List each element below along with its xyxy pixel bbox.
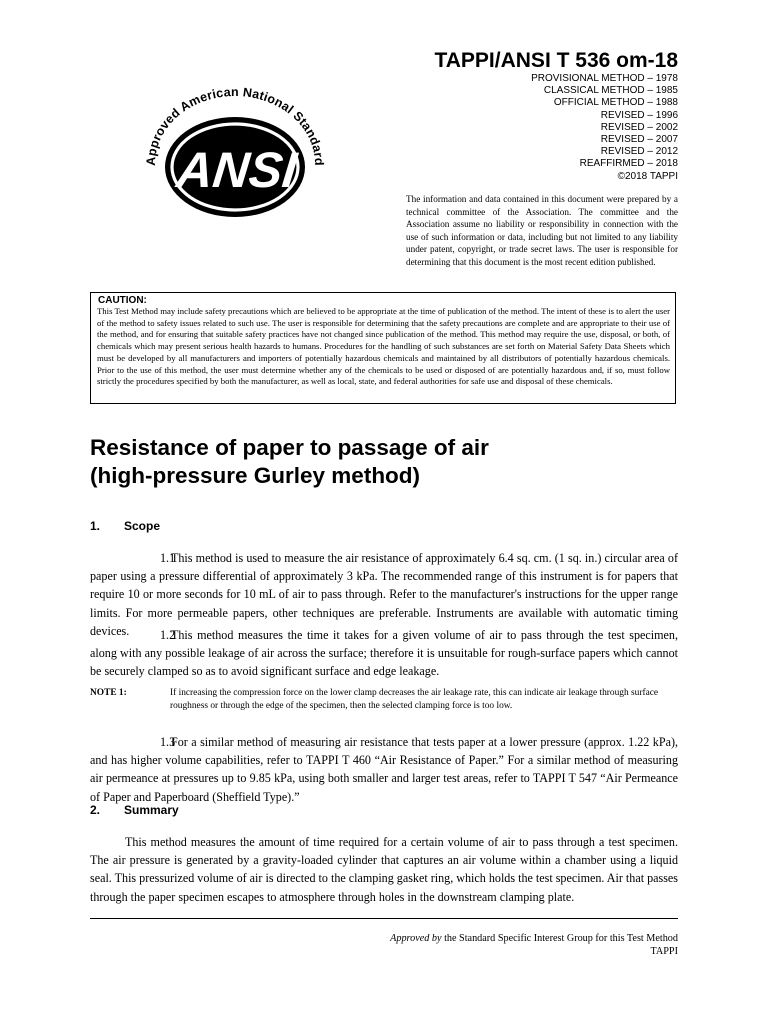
section-number: 2. — [90, 803, 101, 817]
footer-divider — [90, 918, 678, 919]
approval-text: the Standard Specific Interest Group for this Test Method — [444, 933, 678, 944]
caution-title: CAUTION: — [98, 295, 147, 306]
footer-org: TAPPI — [650, 946, 678, 957]
section-heading-summary — [90, 803, 179, 817]
paragraph-text: For a similar method of measuring air resistance that tests paper at a lower pressure (approx. 1.22 kPa), and has higher volume capabilities, refer to TAPPI T 460 “Air Resistance of Paper.” For a similar method of measuring air permeance at pressures up to 9.85 kPa, using both smaller and larger test areas, refer to TAPPI T 547 “Air Permeance of Paper and Paperboard (Sheffield Type).” — [90, 735, 678, 804]
section-title: Scope — [124, 519, 161, 533]
history-item: REVISED – 1996 — [600, 109, 678, 121]
footer — [300, 932, 678, 958]
logo-arc-text: Approved American National Standard — [143, 84, 327, 167]
history-item: PROVISIONAL METHOD – 1978 — [531, 73, 678, 84]
copyright: ©2018 TAPPI — [617, 170, 678, 182]
history-item: REAFFIRMED – 2018 — [579, 158, 678, 170]
caution-text: This Test Method may include safety precautions which are believed to be appropriate at the time of publication of the method. The intent of these is to alert the user of the method to safety issues related to such use. The user is responsible for determining that the safety precautions are complete and are appropriate to their use of the method, and for ensuring that suitable safety practices have not changed since publication of the method. This method may require the use, disposal, or both, of chemicals which may present serious health hazards to humans. Procedures for the handling of such substances are set forth on Material Safety Data Sheets which must be developed by all manufacturers and importers of potentially hazardous chemicals and maintained by all distributors of potentially hazardous chemicals. Prior to the use of this method, the user must determine whether any of the chemicals to be used or disposed of are potentially hazardous and, if so, must follow strictly the procedures specified by both the manufacturer, as well as local, state, and federal authorities for safe use and disposal of these chemicals. — [97, 306, 670, 387]
revision-history — [430, 73, 678, 183]
summary-paragraph: This method measures the amount of time required for a certain volume of air to pass through a test specimen. The air pressure is generated by a gravity-loaded cylinder that captures an air volume within a chamber using a liquid seal. This pressurized volume of air is directed to the clamping gasket ring, which holds the test specimen. Air that passes through the paper specimen escapes to atmosphere through holes in the downstream clamping plate. — [90, 835, 678, 904]
section-number: 1. — [90, 519, 101, 533]
history-item: REVISED – 2012 — [600, 146, 678, 158]
history-item: REVISED – 2002 — [600, 121, 678, 133]
history-item: OFFICIAL METHOD – 1988 — [553, 97, 678, 109]
logo-mark: ANSI — [174, 142, 300, 198]
history-item: CLASSICAL METHOD – 1985 — [543, 85, 678, 97]
document-title — [90, 434, 690, 490]
section-title: Summary — [124, 803, 179, 817]
paragraph-text: This method measures the time it takes for a given volume of air to pass through the test specimen, along with any possible leakage of air across the surface; therefore it is unsuitable for rough-surface papers which cannot be securely clamped so as to avoid significant surface and edge leakage. — [90, 628, 678, 679]
note-text: If increasing the compression force on the lower clamp decreases the air leakage rate, this can indicate air leakage through surface roughness or through the edge of the specimen, then the selected clamping force is too low. — [170, 688, 659, 712]
standard-title: TAPPI/ANSI T 536 om-18 — [434, 49, 678, 72]
approval-line — [300, 932, 678, 945]
paragraph-number: 1.2 — [160, 628, 176, 642]
ansi-logo — [140, 82, 330, 222]
paragraph-text: This method is used to measure the air resistance of approximately 6.4 sq. cm. (1 sq. in.) circular area of paper using a pressure differential of approximately 3 kPa. The recommended range of this instrument is for papers that require 10 or more seconds for 10 mL of air to pass through. Refer to the manufacturer's instructions for the upper range limits. For more permeable papers, other techniques are preferable. Instruments are available with automatic timing devices. — [90, 551, 678, 638]
paragraph-number: 1.3 — [160, 735, 176, 749]
paragraph-1-3 — [90, 733, 678, 806]
title-line-2: (high-pressure Gurley method) — [90, 463, 421, 488]
paragraph-number: 1.1 — [160, 551, 176, 565]
caution-box — [90, 292, 676, 404]
title-line-1: Resistance of paper to passage of air — [90, 435, 489, 460]
approved-by-label: Approved by — [390, 933, 442, 944]
disclaimer: The information and data contained in this document were prepared by a technical committee of the Association. The committee and the Association assume no liability or responsibility in connection with the use of such information or data, including but not limited to any liability under patent, copyright, or trade secret laws. The user is responsible for determining that this document is the most recent edition published. — [406, 194, 678, 267]
paragraph-1-2 — [90, 626, 678, 681]
note-1 — [90, 687, 678, 714]
section-heading-scope — [90, 519, 160, 533]
note-label: NOTE 1: — [90, 688, 127, 698]
history-item: REVISED – 2007 — [600, 134, 678, 146]
